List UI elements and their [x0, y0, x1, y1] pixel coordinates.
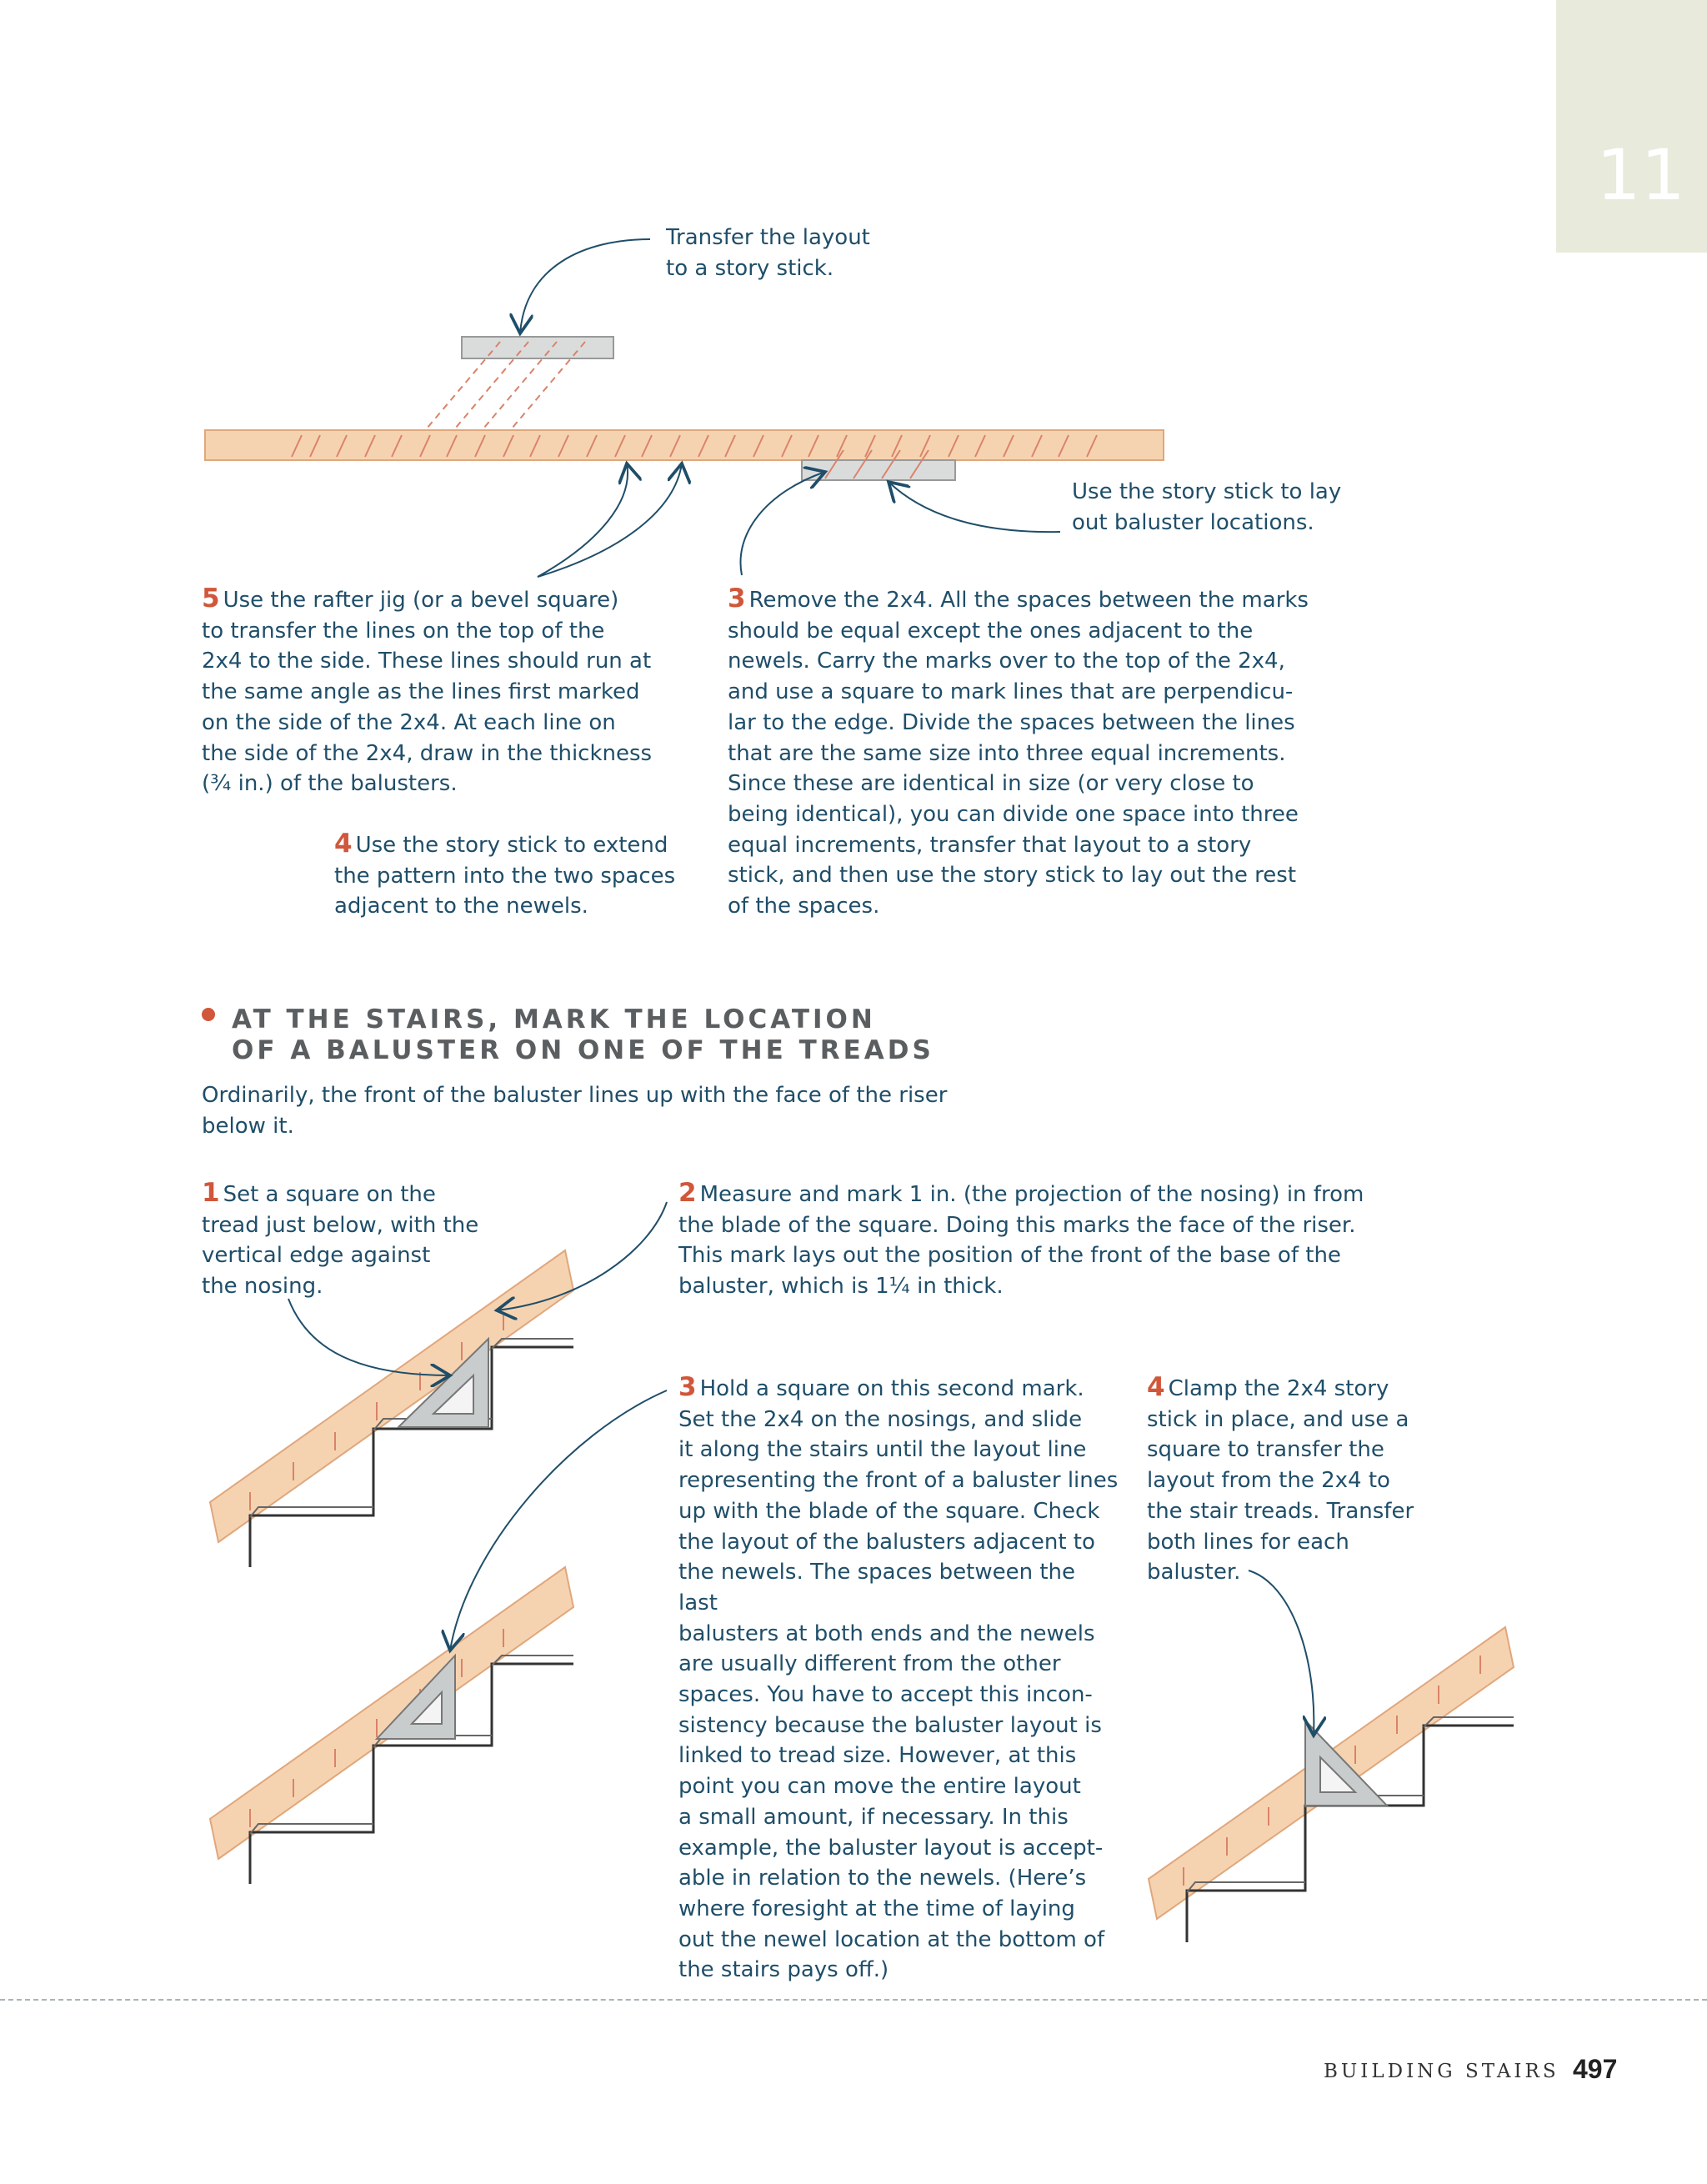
running-head: BUILDING STAIRS — [1324, 2061, 1559, 2082]
step-line: Clamp the 2x4 story — [1168, 1376, 1389, 1401]
stair-step-3 — [678, 1372, 1120, 1986]
arrow-use-stick — [889, 482, 1060, 532]
step-line: balusters at both ends and the newels — [678, 1620, 1095, 1646]
top-step-3 — [728, 584, 1328, 922]
step-line: Remove the 2x4. All the spaces between the marks — [748, 588, 1309, 613]
arrow-step5-b — [538, 463, 682, 577]
step-line: baluster, which is 1¼ in thick. — [678, 1274, 1004, 1300]
step-line: This mark lays out the position of the front of the base of the — [678, 1243, 1341, 1269]
step-line: the layout of the balusters adjacent to — [678, 1529, 1095, 1555]
step-line: 2x4 to the side. These lines should run at — [202, 649, 652, 674]
label-line: Transfer the layout — [666, 225, 870, 250]
step-line: Since these are identical in size (or very close to — [728, 771, 1254, 797]
footer-divider — [0, 1999, 1707, 2001]
section-heading — [232, 1004, 934, 1066]
top-step-4 — [334, 829, 701, 922]
step-line: a small amount, if necessary. In this — [678, 1804, 1069, 1830]
step-line: lar to the edge. Divide the spaces between the lines — [728, 709, 1295, 735]
step-line: (¾ in.) of the balusters. — [202, 771, 458, 797]
step-line: baluster. — [1147, 1560, 1241, 1585]
step-line: adjacent to the newels. — [334, 894, 588, 919]
step-line: Use the story stick to extend — [355, 833, 668, 858]
section-intro — [202, 1080, 952, 1141]
arrow-step3 — [740, 472, 825, 575]
step-line: able in relation to the newels. (Here’s — [678, 1866, 1087, 1891]
intro-line: Ordinarily, the front of the baluster lines up with the face of the riser — [202, 1083, 948, 1108]
step-line: layout from the 2x4 to — [1147, 1468, 1390, 1494]
step-number: 4 — [334, 829, 353, 859]
step-line: newels. Carry the marks over to the top of the 2x4, — [728, 649, 1285, 674]
step-line: up with the blade of the square. Check — [678, 1498, 1100, 1524]
label-line: Use the story stick to lay — [1072, 479, 1342, 504]
story-stick-top — [462, 337, 613, 358]
step-line: out the newel location at the bottom of — [678, 1926, 1105, 1952]
step-line: example, the baluster layout is accept- — [678, 1835, 1104, 1861]
stair-diagram-3 — [1149, 1570, 1514, 1942]
page-number: 497 — [1573, 2054, 1618, 2084]
step-line: Set the 2x4 on the nosings, and slide — [678, 1406, 1083, 1432]
arrow-transfer — [520, 239, 650, 333]
top-2x4-diagram — [205, 239, 1164, 577]
step-line: the side of the 2x4, draw in the thickness — [202, 740, 653, 766]
step-line: where foresight at the time of laying — [678, 1896, 1075, 1921]
story-stick-bottom — [802, 460, 955, 480]
heading-line: AT THE STAIRS, MARK THE LOCATION — [232, 1004, 876, 1034]
arrow-stair3-step4 — [1249, 1570, 1314, 1736]
step-line: of the spaces. — [728, 894, 880, 919]
step-line: Set a square on the — [223, 1182, 436, 1207]
step-line: the blade of the square. Doing this marks the face of the riser. — [678, 1212, 1356, 1238]
step-line: vertical edge against — [202, 1243, 431, 1269]
step-line: the stair treads. Transfer — [1147, 1498, 1414, 1524]
step-line: equal increments, transfer that layout to a story — [728, 832, 1252, 858]
step-line: the stairs pays off.) — [678, 1957, 889, 1983]
step-line: and use a square to mark lines that are perpendicu- — [728, 679, 1294, 705]
step-line: to transfer the lines on the top of the — [202, 618, 605, 644]
step-line: spaces. You have to accept this incon- — [678, 1682, 1093, 1708]
step-number: 4 — [1147, 1372, 1165, 1402]
step-line: Measure and mark 1 in. (the projection of the nosing) in from — [699, 1182, 1364, 1207]
label-transfer-layout — [666, 223, 870, 283]
step-line: sistency because the baluster layout is — [678, 1712, 1102, 1738]
label-line: to a story stick. — [666, 255, 834, 281]
step-number: 3 — [728, 584, 746, 614]
label-line: out baluster locations. — [1072, 509, 1314, 535]
step-line: the nosing. — [202, 1274, 323, 1300]
step-line: the same angle as the lines first marked — [202, 679, 640, 705]
step-line: Hold a square on this second mark. — [699, 1376, 1084, 1401]
step-line: that are the same size into three equal increments. — [728, 740, 1286, 766]
heading-bullet — [202, 1008, 215, 1021]
chapter-number: 11 — [1596, 134, 1685, 216]
step-line: representing the front of a baluster lines — [678, 1468, 1119, 1494]
stair-step-2 — [678, 1178, 1395, 1302]
step-line: are usually different from the other — [678, 1651, 1061, 1677]
step-line: being identical), you can divide one space into three — [728, 801, 1299, 827]
step-line: tread just below, with the — [202, 1212, 479, 1238]
stair-step-1 — [202, 1178, 518, 1302]
top-step-5 — [202, 584, 702, 799]
step-line: Use the rafter jig (or a bevel square) — [223, 588, 619, 613]
label-use-story-stick — [1072, 477, 1341, 538]
step-line: should be equal except the ones adjacent to the — [728, 618, 1254, 644]
step-line: stick, and then use the story stick to lay out the rest — [728, 863, 1297, 889]
step-number: 3 — [678, 1372, 697, 1402]
step-number: 1 — [202, 1178, 220, 1208]
step-line: stick in place, and use a — [1147, 1406, 1409, 1432]
step-line: linked to tread size. However, at this — [678, 1743, 1077, 1769]
heading-line: OF A BALUSTER ON ONE OF THE TREADS — [232, 1035, 934, 1065]
stair-step-4 — [1147, 1372, 1497, 1588]
top-2x4-board — [205, 430, 1164, 460]
step-line: both lines for each — [1147, 1529, 1349, 1555]
step-line: on the side of the 2x4. At each line on — [202, 709, 616, 735]
step-line: point you can move the entire layout — [678, 1774, 1081, 1800]
intro-line: below it. — [202, 1113, 294, 1139]
step-line: square to transfer the — [1147, 1437, 1384, 1463]
step-number: 5 — [202, 584, 220, 614]
step-line: the pattern into the two spaces — [334, 863, 676, 889]
step-line: it along the stairs until the layout line — [678, 1437, 1087, 1463]
step-number: 2 — [678, 1178, 697, 1208]
step-line: the newels. The spaces between the last — [678, 1560, 1076, 1615]
